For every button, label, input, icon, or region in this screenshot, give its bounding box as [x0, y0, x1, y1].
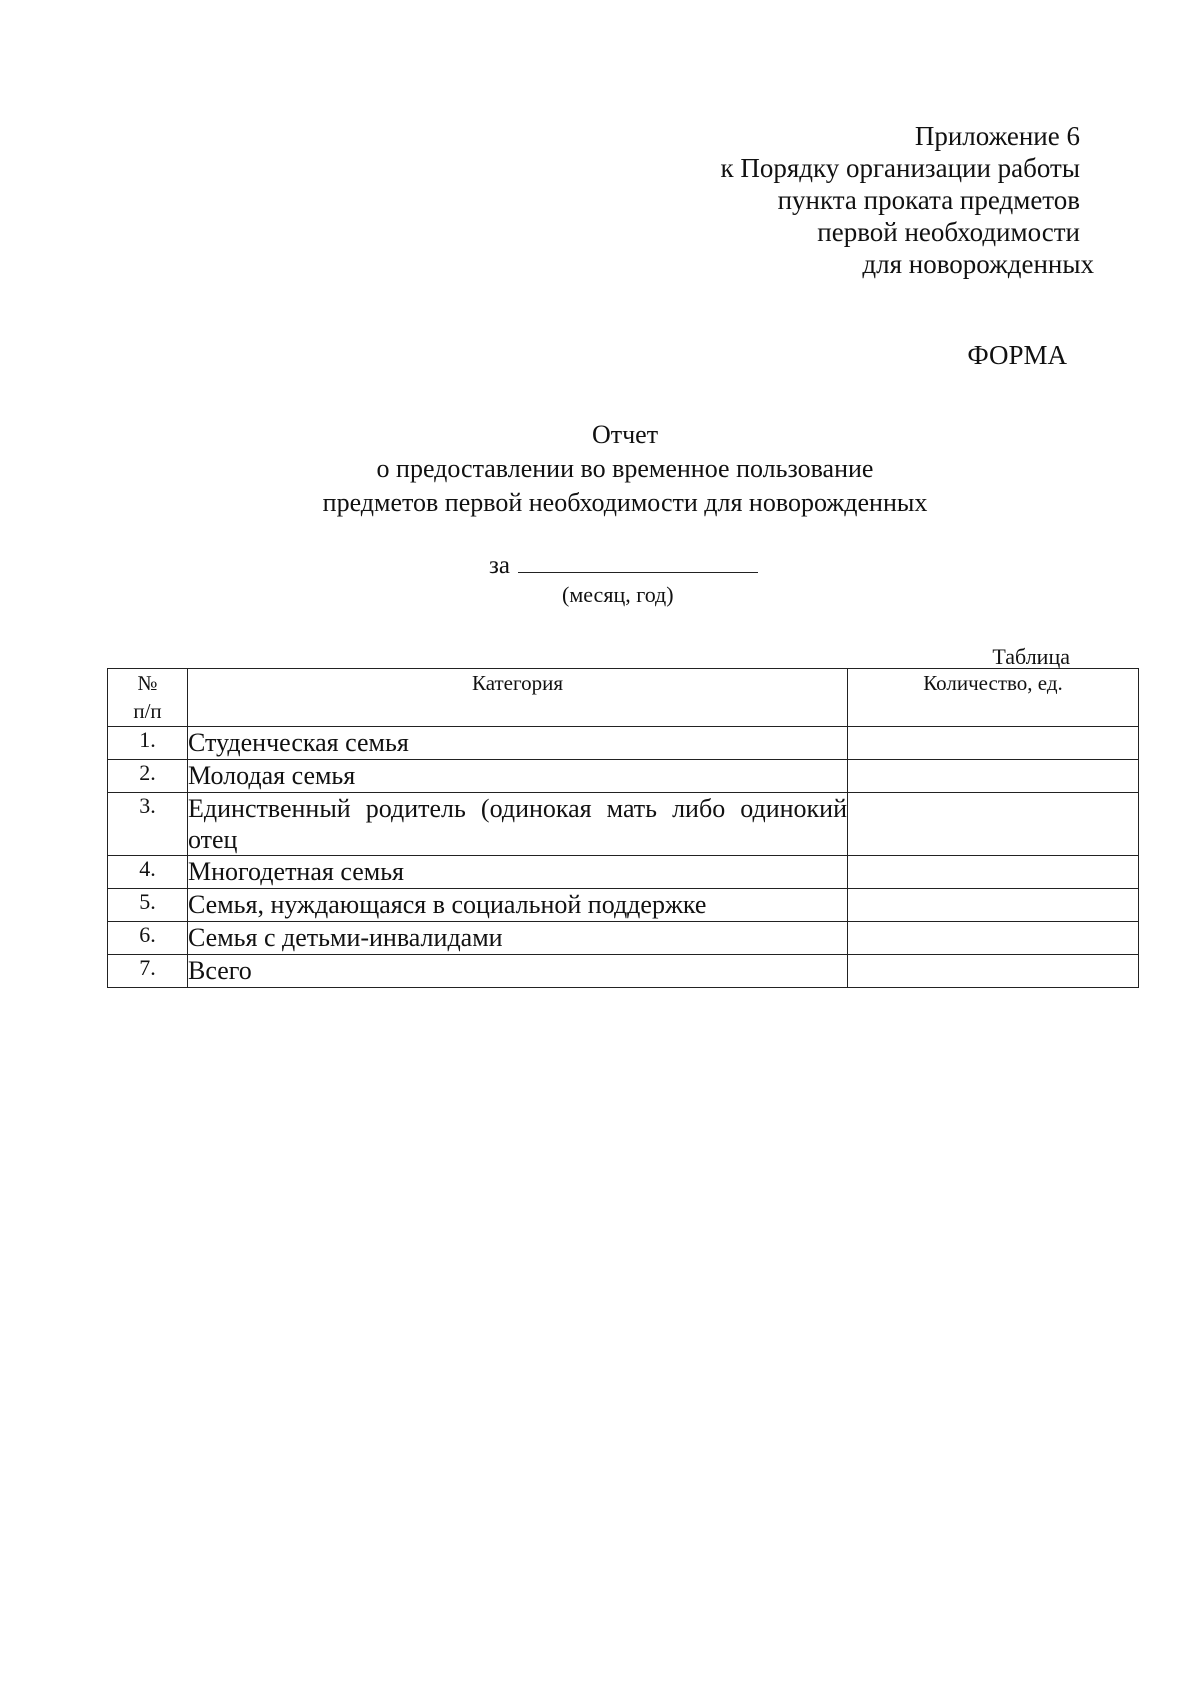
title-line: о предоставлении во временное пользование — [376, 454, 874, 483]
header-number-line1: № — [137, 671, 158, 695]
report-table — [107, 668, 1139, 988]
row-number: 5. — [108, 889, 188, 922]
table-header-row — [108, 669, 1139, 727]
row-number: 4. — [108, 856, 188, 889]
row-number: 1. — [108, 727, 188, 760]
period-caption: (месяц, год) — [562, 582, 674, 607]
form-label: ФОРМА — [967, 340, 1067, 370]
row-category: Семья, нуждающаяся в социальной поддержке — [188, 889, 848, 922]
row-number: 3. — [108, 793, 188, 856]
header-quantity: Количество, ед. — [848, 669, 1139, 727]
row-category: Многодетная семья — [188, 856, 848, 889]
row-category: Всего — [188, 955, 848, 988]
row-quantity-cell[interactable] — [848, 889, 1139, 922]
row-category: Единственный родитель (одинокая мать либо одинокий отец — [188, 794, 847, 854]
row-quantity-cell[interactable] — [848, 793, 1139, 856]
table-row — [108, 856, 1139, 889]
document-title — [0, 418, 1200, 520]
row-quantity-cell[interactable] — [848, 955, 1139, 988]
appendix-line: Приложение 6 — [914, 121, 1080, 151]
row-number: 2. — [108, 760, 188, 793]
header-number — [108, 669, 188, 727]
table-row — [108, 922, 1139, 955]
appendix-line: пункта проката предметов — [777, 185, 1080, 215]
table-caption: Таблица — [992, 644, 1070, 669]
title-line: Отчет — [591, 420, 659, 449]
period-field — [489, 550, 758, 580]
period-prefix: за — [489, 552, 510, 579]
row-category: Семья с детьми-инвалидами — [188, 922, 848, 955]
row-number: 7. — [108, 955, 188, 988]
row-quantity-cell[interactable] — [848, 760, 1139, 793]
table-row — [108, 955, 1139, 988]
header-number-line2: п/п — [133, 699, 162, 723]
appendix-header — [720, 120, 1094, 280]
row-quantity-cell[interactable] — [848, 922, 1139, 955]
row-category: Молодая семья — [188, 760, 848, 793]
appendix-line: к Порядку организации работы — [720, 153, 1080, 183]
appendix-line: для новорожденных — [862, 249, 1094, 279]
table-row — [108, 889, 1139, 922]
row-quantity-cell[interactable] — [848, 727, 1139, 760]
appendix-line: первой необходимости — [817, 217, 1080, 247]
header-category: Категория — [188, 669, 848, 727]
period-blank-line[interactable] — [518, 550, 758, 573]
row-category: Студенческая семья — [188, 727, 848, 760]
row-number: 6. — [108, 922, 188, 955]
table-row — [108, 727, 1139, 760]
title-line: предметов первой необходимости для новорожденных — [322, 488, 928, 517]
table-row — [108, 760, 1139, 793]
table-row — [108, 793, 1139, 856]
row-quantity-cell[interactable] — [848, 856, 1139, 889]
